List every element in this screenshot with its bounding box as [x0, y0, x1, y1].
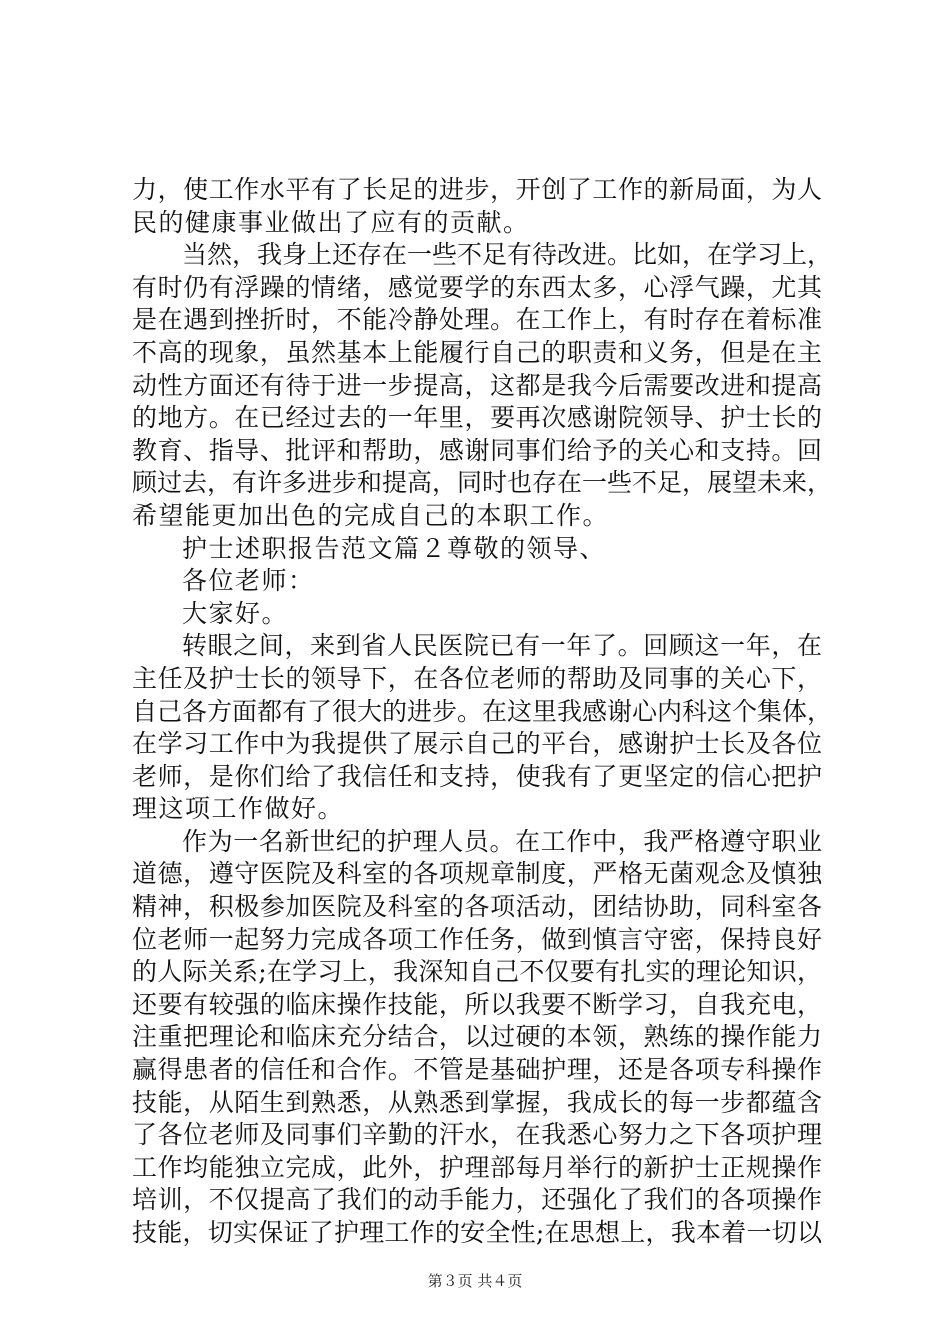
text-line: 希望能更加出色的完成自己的本职工作。 — [132, 500, 610, 530]
text-line: 老师，是你们给了我信任和支持，使我有了更坚定的信心把护 — [132, 761, 822, 791]
text-line: 大家好。 — [182, 598, 289, 628]
text-line: 了各位老师及同事们辛勤的汗水，在我悉心努力之下各项护理 — [132, 1120, 822, 1150]
text-line: 还要有较强的临床操作技能，所以我要不断学习，自我充电， — [132, 989, 822, 1019]
text-line: 道德，遵守医院及科室的各项规章制度，严格无菌观念及慎独 — [132, 859, 822, 889]
text-line: 理这项工作做好。 — [132, 794, 345, 824]
text-line: 注重把理论和临床充分结合，以过硬的本领，熟练的操作能力 — [132, 1022, 822, 1052]
page-footer: 第３页 共４页 — [427, 1272, 523, 1290]
text-line: 自己各方面都有了很大的进步。在这里我感谢心内科这个集体， — [132, 696, 833, 726]
text-line: 的地方。在已经过去的一年里，要再次感谢院领导、护士长的 — [132, 403, 822, 433]
text-line: 工作均能独立完成，此外，护理部每月举行的新护士正规操作 — [132, 1152, 822, 1182]
text-line: 不高的现象，虽然基本上能履行自己的职责和义务，但是在主 — [132, 337, 822, 367]
text-line: 转眼之间，来到省人民医院已有一年了。回顾这一年，在 — [182, 631, 822, 661]
text-line: 在学习工作中为我提供了展示自己的平台，感谢护士长及各位 — [132, 729, 822, 759]
text-line: 技能，从陌生到熟悉，从熟悉到掌握，我成长的每一步都蕴含 — [132, 1087, 822, 1117]
text-line: 精神，积极参加医院及科室的各项活动，团结协助，同科室各 — [132, 892, 822, 922]
text-line: 各位老师： — [182, 566, 315, 596]
text-line: 的人际关系;在学习上，我深知自己不仅要有扎实的理论知识， — [132, 957, 822, 987]
text-line: 护士述职报告范文篇２尊敬的领导、 — [182, 533, 607, 563]
text-line: 培训，不仅提高了我们的动手能力，还强化了我们的各项操作 — [132, 1185, 822, 1215]
text-line: 教育、指导、批评和帮助，感谢同事们给予的关心和支持。回 — [132, 435, 822, 465]
text-line: 主任及护士长的领导下，在各位老师的帮助及同事的关心下， — [132, 663, 822, 693]
text-line: 赢得患者的信任和合作。不管是基础护理，还是各项专科操作 — [132, 1055, 822, 1085]
text-line: 作为一名新世纪的护理人员。在工作中，我严格遵守职业 — [182, 826, 822, 856]
text-line: 是在遇到挫折时，不能冷静处理。在工作上，有时存在着标准 — [132, 305, 822, 335]
text-line: 顾过去，有许多进步和提高，同时也存在一些不足，展望未来， — [132, 468, 833, 498]
document-body — [132, 174, 833, 1250]
text-line: 动性方面还有待于进一步提高，这都是我今后需要改进和提高 — [132, 370, 822, 400]
text-line: 位老师一起努力完成各项工作任务，做到慎言守密，保持良好 — [132, 924, 822, 954]
text-line: 技能，切实保证了护理工作的安全性;在思想上，我本着一切以 — [132, 1218, 822, 1247]
text-line: 有时仍有浮躁的情绪，感觉要学的东西太多，心浮气躁，尤其 — [132, 272, 822, 302]
text-line: 当然，我身上还存在一些不足有待改进。比如，在学习上， — [182, 240, 833, 270]
text-line: 民的健康事业做出了应有的贡献。 — [132, 207, 530, 237]
text-line: 力，使工作水平有了长足的进步，开创了工作的新局面，为人 — [132, 175, 822, 204]
